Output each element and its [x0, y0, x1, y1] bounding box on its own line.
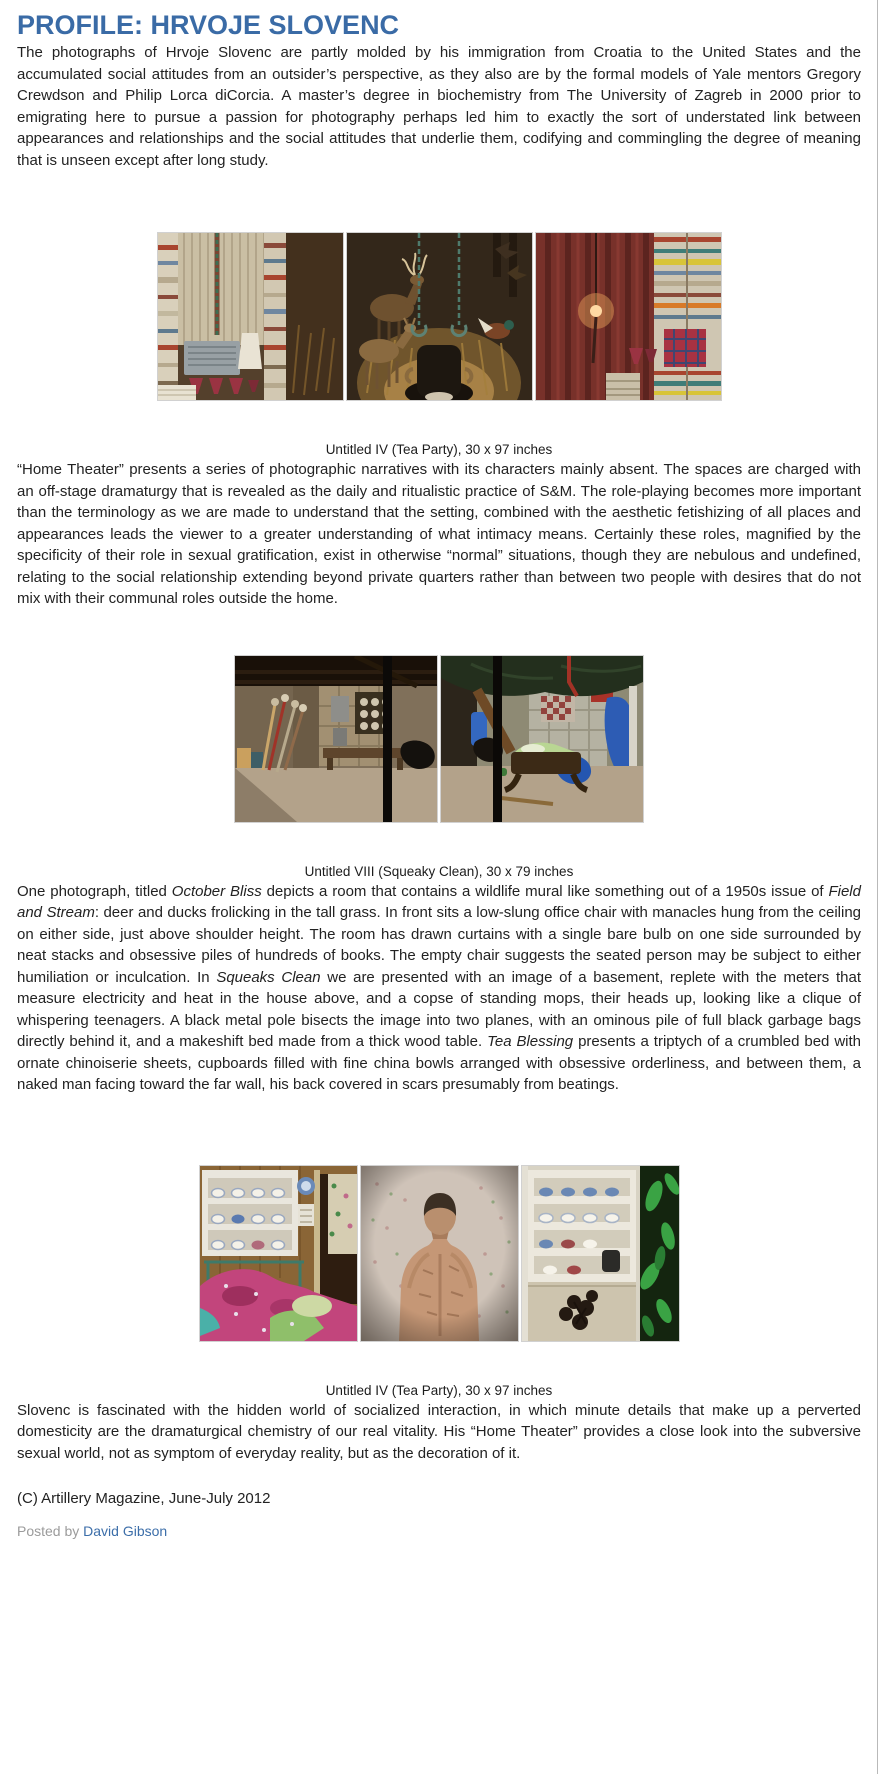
posted-by-line [17, 1521, 861, 1541]
copyright-line: (C) Artillery Magazine, June-July 2012 [17, 1490, 271, 1507]
figure-caption-2: Untitled VIII (Squeaky Clean), 30 x 79 inches [304, 863, 574, 879]
photo-panel-wildlife-mural-chair [347, 233, 532, 400]
photo-panel-basement-table-tarps [441, 656, 643, 822]
paragraph-home-theater: “Home Theater” presents a series of photographic narratives with its characters mainly absent. The spaces are charged with an off-stage dramaturgy that is revealed as the daily and ritualistic practice of S&M. The role-playing becomes more important than the terminology as we are made to understand that the setting, combined with the aesthetic fetishizing of all places and appearances leads the viewer to a greater understanding of what intimacy means. Certainly these roles, magnified by the specificity of their role in sexual gratification, exist in otherwise “normal” situations, though they are nebulous and undefined, relating to the social relationship extending beyond private quarters rather than between two people with desires that do not mix with their communal roles outside the home. [17, 461, 861, 607]
artwork-image-tea-party-2[interactable] [200, 1166, 679, 1341]
figure-caption-1: Untitled IV (Tea Party), 30 x 97 inches [325, 442, 553, 457]
post-title: PROFILE: HRVOJE SLOVENC [17, 10, 400, 40]
paragraph-october-bliss: One photograph, titled October Bliss depicts a room that contains a wildlife mural like something out of a 1950s issue of Field and Stream: deer and ducks frolicking in the tall grass. In front sits a low-slung office chair with manacles hung from the ceiling on either side, just above shoulder height. The room has drawn curtains with a single bare bulb on one side surrounded by neat stacks and obsessive piles of hundreds of books. The empty chair suggests the seated person may be subject to either humiliation or inculcation. In Squeaks Clean we are presented with an image of a basement, replete with the meters that measure electricity and heat in the house above, and a copse of standing mops, their heads up, looking like a clique of whispering teenagers. A black metal pole bisects the image into two planes, with an ominous pile of full black garbage bags directly behind it, and a makeshift bed made from a thick wood table. Tea Blessing presents a triptych of a crumbled bed with ornate chinoiserie sheets, cupboards filled with fine china bowls arranged with obsessive orderliness, and between them, a naked man facing toward the far wall, his back covered in scars presumably from beatings. [17, 882, 862, 1093]
paragraph-intro: The photographs of Hrvoje Slovenc are partly molded by his immigration from Croatia to the United States and the accumulated social attitudes from an outsider’s perspective, as they also are by the formal models of Yale mentors Gregory Crewdson and Philip Lorca diCorcia. A master’s degree in biochemistry from The University of Zagreb in 2000 prior to emigrating here to pursue a passion for photography perhaps led him to exactly the sort of understated link between appearances and relationships and the social attitudes that underlie them, codifying and commingling the degree of meaning that is unseen except after long study. [17, 44, 861, 169]
artwork-image-tea-party-1[interactable] [158, 233, 721, 400]
figure-caption-3: Untitled IV (Tea Party), 30 x 97 inches [325, 1382, 553, 1398]
paragraph-conclusion: Slovenc is fascinated with the hidden world of socialized interaction, in which minute details that make up a perverted domesticity are the dramaturgical chemistry of our real vitality. His “Home Theater” provides a close look into the subversive sexual world, not as symptom of everyday reality, but as the decoration of it. [17, 1401, 861, 1462]
photo-panel-books-and-curtain [158, 233, 343, 400]
photo-panel-cupboard-china-plant [522, 1166, 679, 1341]
photo-panel-mans-scarred-back [361, 1166, 518, 1341]
artwork-image-squeaky-clean[interactable] [235, 656, 643, 822]
figure-tea-party-1 [17, 233, 861, 459]
figure-tea-party-2 [17, 1166, 861, 1400]
photo-panel-red-curtain-books [536, 233, 721, 400]
photo-panel-bedroom-shelves-bed [200, 1166, 357, 1341]
photo-panel-basement-meters-mops [235, 656, 437, 822]
figure-squeaky-clean [17, 656, 861, 881]
author-link[interactable]: David Gibson [83, 1523, 168, 1539]
posted-by-label: Posted by [17, 1523, 80, 1539]
